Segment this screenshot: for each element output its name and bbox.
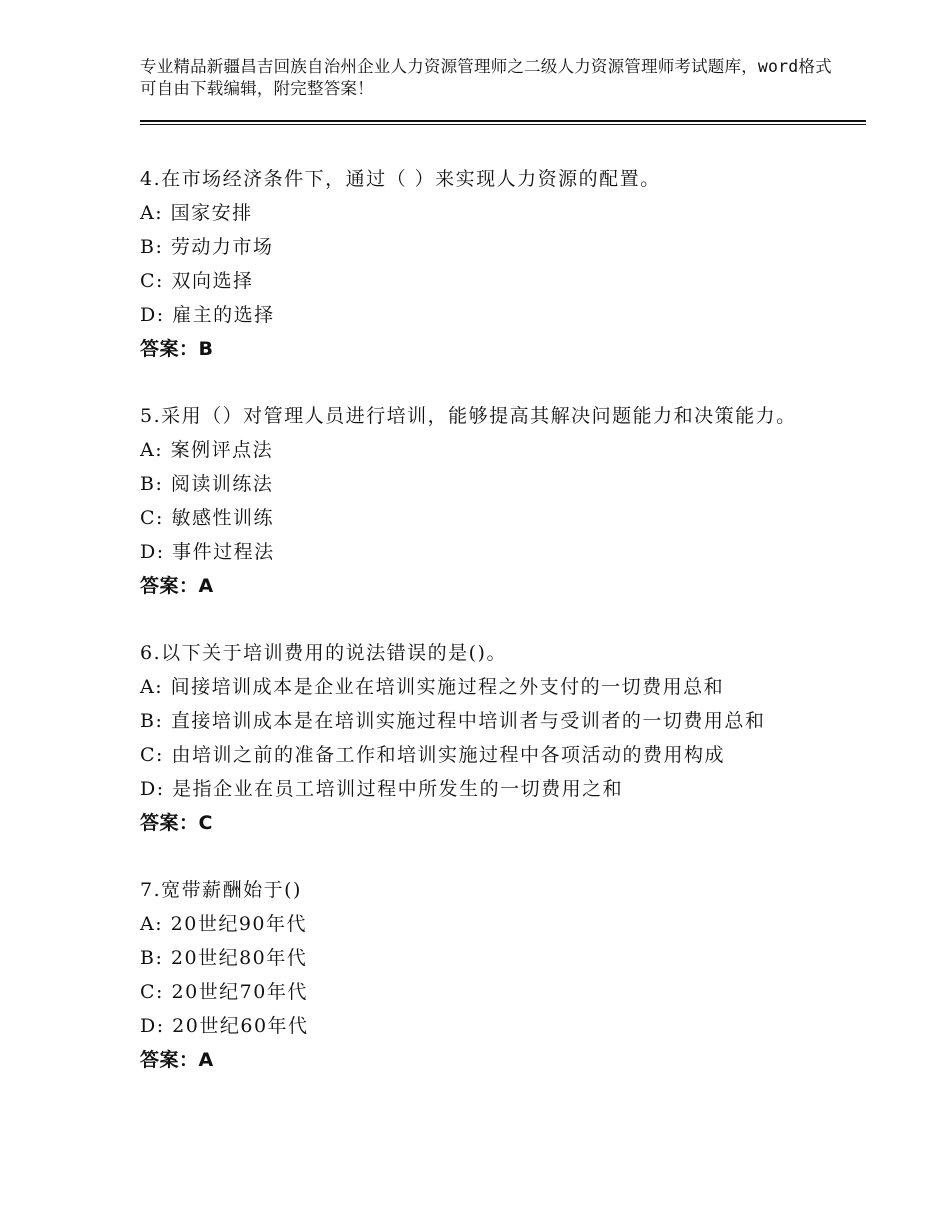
question-5 [140,399,860,603]
answer-line: 答案：A [140,575,214,597]
option-b: B: 直接培训成本是在培训实施过程中培训者与受训者的一切费用总和 [140,710,766,732]
option-b: B: 劳动力市场 [140,236,274,258]
header-rule-thin [140,124,866,125]
question-7 [140,873,860,1077]
option-c: C: 敏感性训练 [140,507,274,529]
option-b: B: 20世纪80年代 [140,947,308,969]
option-d: D: 雇主的选择 [140,304,275,326]
option-c: C: 由培训之前的准备工作和培训实施过程中各项活动的费用构成 [140,744,725,766]
option-d: D: 20世纪60年代 [140,1015,309,1037]
question-stem: 4.在市场经济条件下，通过（ ）来实现人力资源的配置。 [140,168,661,190]
option-c: C: 20世纪70年代 [140,981,308,1003]
header-rule-thick [140,120,866,122]
question-list [140,162,860,1077]
option-a: A: 案例评点法 [140,439,274,461]
option-a: A: 间接培训成本是企业在培训实施过程之外支付的一切费用总和 [140,676,725,698]
answer-line: 答案：C [140,812,213,834]
question-stem: 5.采用（）对管理人员进行培训，能够提高其解决问题能力和决策能力。 [140,405,797,427]
document-header: 专业精品新疆昌吉回族自治州企业人力资源管理师之二级人力资源管理师考试题库，word格式可自由下载编辑，附完整答案！ [140,57,832,98]
answer-line: 答案：A [140,1049,214,1071]
option-c: C: 双向选择 [140,270,254,292]
question-4 [140,162,860,366]
option-a: A: 国家安排 [140,202,253,224]
question-stem: 6.以下关于培训费用的说法错误的是()。 [140,642,507,664]
option-d: D: 事件过程法 [140,541,275,563]
option-a: A: 20世纪90年代 [140,913,308,935]
option-d: D: 是指企业在员工培训过程中所发生的一切费用之和 [140,778,624,800]
question-6 [140,636,860,840]
answer-line: 答案：B [140,338,214,360]
option-b: B: 阅读训练法 [140,473,274,495]
question-stem: 7.宽带薪酬始于() [140,879,302,901]
